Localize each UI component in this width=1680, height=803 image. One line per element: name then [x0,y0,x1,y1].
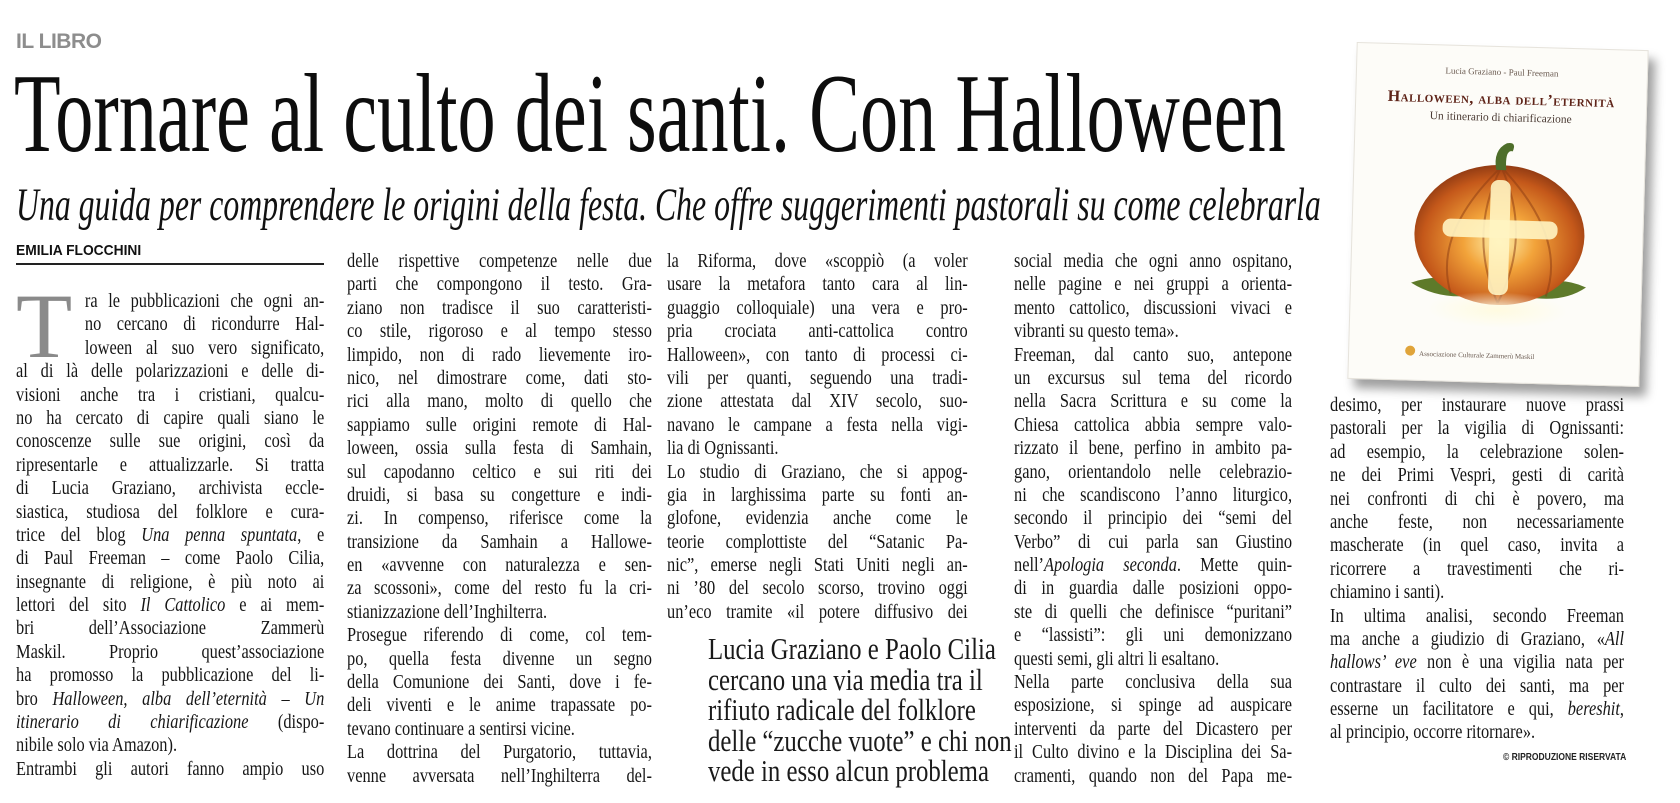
text-segment: , e [297,524,325,546]
byline: EMILIA FLOCCHINI [16,242,142,259]
text-line: ad esempio, la celebrazione solen- [1330,441,1624,463]
text-line: ripresentarle e attualizzarle. Si tratta [16,454,325,476]
italic-text: itinerario di chiarificazione [16,712,249,734]
text-line: tevano continuare a sentirsi vicine. [347,718,575,740]
book-title: Halloween, alba dell’eternità [1387,87,1615,112]
text-line: conoscenze sulle sue origini, così da [16,431,325,453]
article-column-4 [1014,250,1292,788]
text-line: limpido, non di rado lievemente iro- [347,344,652,366]
text-line [1330,651,1624,674]
text-line: anche feste, non necessariamente [1330,511,1624,533]
text-segment: e ai mem- [225,595,325,617]
text-line [16,524,324,547]
text-line: social media che ogni anno ospitano, [1014,251,1293,272]
text-line: secondo il principio dei “semi del [1014,508,1293,530]
text-line: lia di Ognissanti. [667,438,779,460]
text-line: Prosegue riferendo di come, col tem- [347,625,652,647]
text-line: interventi da parte del Dicastero per [1014,718,1293,740]
text-line: pria crociata anti-cattolica contro [667,321,968,343]
text-line [16,711,324,734]
book-subtitle: Un itinerario di chiarificazione [1429,110,1572,127]
text-line: Chiesa cattolica abbia sempre valo- [1014,414,1293,436]
text-segment: non è una vigilia nata per [1416,652,1624,674]
text-line: mascherate (in quel caso, invita a [1330,535,1624,557]
text-line: Verbo” di cui parla san Giustino [1014,531,1293,553]
text-line: rizzato il bene, perfino in ambito pa- [1014,438,1293,460]
pull-quote [675,631,1012,788]
text-line: di in guardia dalle posizioni oppo- [1014,578,1293,600]
text-line: ziano non tradisce il suo caratteristi- [347,297,652,319]
text-segment: (dispo- [248,712,325,734]
text-line: za scossoni», come del resto fu la cri- [347,578,652,600]
text-line: stianizzazione dell’Inghilterra. [347,601,548,623]
text-segment: trice del blog [16,524,142,546]
text-line: en «avvenne con naturalezza e sen- [347,555,652,577]
text-line: Maskil. Proprio quest’associazione [16,641,325,663]
text-line [1330,628,1624,651]
book-publisher: Associazione Culturale Zammerù Maskil [1418,349,1535,362]
text-segment: bro [16,688,53,710]
text-line: al principio, occorre ritornare». [1330,722,1536,744]
italic-text: hallows’ eve [1330,652,1417,674]
italic-text: bereshit [1567,699,1620,721]
text-line [1330,698,1624,721]
text-line: zi. In compenso, riferisce come la [347,508,652,530]
article-column-5 [1330,394,1624,745]
book-cover-image [1347,42,1648,387]
text-line: e “lassisti”: gli uni demonizzano [1014,625,1293,647]
text-line: il Culto divino e la Disciplina dei Sa- [1014,742,1293,764]
text-line: ne dei Primi Vespri, gesti di carità [1330,465,1624,487]
text-line: cramenti, quando non del Papa me- [1014,765,1293,787]
drop-cap: T [16,275,73,377]
text-line: po, quella festa divenne un segno [347,648,652,670]
italic-text: Apologia seconda [1044,555,1177,577]
text-line: loween, ossia sulla festa di Samhain, [347,438,652,460]
section-kicker: IL LIBRO [16,30,102,53]
text-line: ni che scandiscono l’anno liturgico, [1014,484,1293,506]
text-line: no cercano di ricondurre Hal- [84,314,325,336]
text-line: ni ’80 del secolo scorso, trovino oggi [667,578,968,600]
text-line [16,688,324,711]
text-line: navano le campane a festa nella vigi- [667,414,968,436]
text-line: delle rispettive competenze nelle due [347,251,652,272]
text-line: insegnante di religione, è più noto ai [16,571,325,593]
text-line [1014,554,1292,577]
byline-divider [16,263,324,265]
text-line: zione attestata dal XIV secolo, suo- [667,391,968,413]
text-line: gia in larghissima parte su fonti an- [667,484,968,506]
text-line: nella Sacra Scrittura e su come la [1014,391,1293,413]
text-line: mento cattolico, discussioni vivaci e [1014,297,1293,319]
text-line: Lo studio di Graziano, che si appog- [667,461,968,483]
text-line: glofone, evidenzia anche come le [667,508,968,530]
subtitle: Una guida per comprendere le origini della festa. Che offre suggerimenti pastorali su come celebrarla [16,179,1321,231]
italic-text: Halloween, alba dell’eternità – Un [52,688,325,710]
text-line: usare la metafora tanto cara al lin- [667,274,968,296]
text-line: nibile solo via Amazon). [16,735,178,757]
text-line: In ultima analisi, secondo Freeman [1330,605,1624,627]
text-line: sappiamo sulle origini remote di Hal- [347,414,652,436]
text-line: al di là delle polarizzazioni e delle di- [16,361,325,383]
text-line: parti che compongono il testo. Gra- [347,274,652,296]
text-line: pastorali per la vigilia di Ognissanti: [1330,418,1624,440]
article-column-2 [347,250,652,788]
copyright-notice: © RIPRODUZIONE RISERVATA [1503,752,1627,763]
text-line: teorie complottiste del “Satanic Pa- [667,531,968,553]
headline: Tornare al culto dei santi. Con Halloween [14,52,1286,176]
text-line: desimo, per instaurare nuove prassi [1330,395,1624,416]
text-line: nei confronti di chi è povero, ma [1330,488,1624,510]
text-line: questi semi, gli altri li esaltano. [1014,648,1220,670]
text-line: nico, nel dimostrare come, dati sto- [347,367,652,389]
text-line: transizione da Samhain a Hallowe- [347,531,652,553]
italic-text: All [1604,628,1624,650]
text-segment: . Mette quin- [1176,555,1293,577]
text-line: un excursus sul tema del ricordo [1014,367,1293,389]
text-segment: esserne un facilitatore e qui, [1330,699,1568,721]
text-line: siastica, studiosa del folklore e cura- [16,501,325,523]
text-segment: nell’ [1014,555,1045,577]
text-line: ha promosso la pubblicazione del li- [16,665,325,687]
text-line: ricorrere a travestimenti che ri- [1330,558,1624,580]
text-line: ra le pubblicazioni che ogni an- [84,291,325,312]
text-line: chiamino i santi). [1330,582,1445,604]
text-line: sul capodanno celtico e sui riti dei [347,461,652,483]
publisher-logo-icon [1405,345,1415,355]
text-line: nelle pagine e nei gruppi a orienta- [1014,274,1293,296]
text-line: no ha cercato di capire quali siano le [16,407,325,429]
pumpkin-illustration [1370,132,1630,339]
text-line: visioni anche tra i cristiani, qualcu- [16,384,325,406]
pull-quote-line: delle “zucche vuote” e chi non [708,722,1012,758]
text-segment: ma anche a giudizio di Graziano, « [1330,628,1605,650]
text-line: un’eco tramite «il potere diffusivo dei [667,601,968,623]
text-line: di Paul Freeman – come Paolo Cilia, [16,548,325,570]
pull-quote-line: rifiuto radicale del folklore [708,692,976,727]
pull-quote-line: Lucia Graziano e Paolo Cilia [708,631,996,666]
text-line: vibranti su questo tema». [1014,321,1179,343]
text-line [16,594,324,617]
text-line: rici alla mano, molto di quello che [347,391,652,413]
text-line: nic”, emerse negli Stati Uniti negli an- [667,555,968,577]
text-segment: lettori del sito [16,595,141,617]
text-line: ste di quelli che definisce “puritani” [1014,601,1293,623]
pull-quote-line: cercano una via media tra il [708,661,983,697]
book-authors: Lucia Graziano - Paul Freeman [1445,65,1559,79]
pull-quote-line: vede in esso alcun problema [708,753,989,788]
text-line: venne avversata nell’Inghilterra del- [347,765,652,787]
text-line: La dottrina del Purgatorio, tuttavia, [347,742,652,764]
article-column-1 [16,290,324,781]
article-column-3 [667,250,968,624]
text-line: Halloween», con tanto di processi ci- [667,344,968,366]
text-line: deli viventi e le anime trapassate po- [347,695,652,717]
text-line: druidi, si basa su congetture e indi- [347,484,652,506]
text-line: Nella parte conclusiva della sua [1014,672,1293,694]
italic-text: Il Cattolico [140,595,226,617]
text-line: esposizione, si spinge ad auspicare [1014,695,1293,717]
text-line: Entrambi gli autori fanno ampio uso [16,758,325,780]
text-line: vili per quanti, seguendo una tradi- [667,367,968,389]
text-line: Freeman, dal canto suo, antepone [1014,344,1293,366]
text-line: co stile, rigoroso e al tempo stesso [347,321,652,343]
text-line: della Comunione dei Santi, dove i fe- [347,672,652,694]
text-line: di Lucia Graziano, archivista eccle- [16,478,325,500]
text-line: la Riforma, dove «scoppiò (a voler [667,251,968,272]
italic-text: Una penna spuntata [141,524,298,546]
text-line: loween al suo vero significato, [84,337,325,359]
text-line: gano, orientandolo nelle celebrazio- [1014,461,1293,483]
text-line: bri dell’Associazione Zammerù [16,618,325,640]
text-line: contrastare il culto dei santi, ma per [1330,675,1624,697]
text-segment: , [1619,699,1624,721]
text-line: guaggio colloquiale) una vera e pro- [667,297,968,319]
